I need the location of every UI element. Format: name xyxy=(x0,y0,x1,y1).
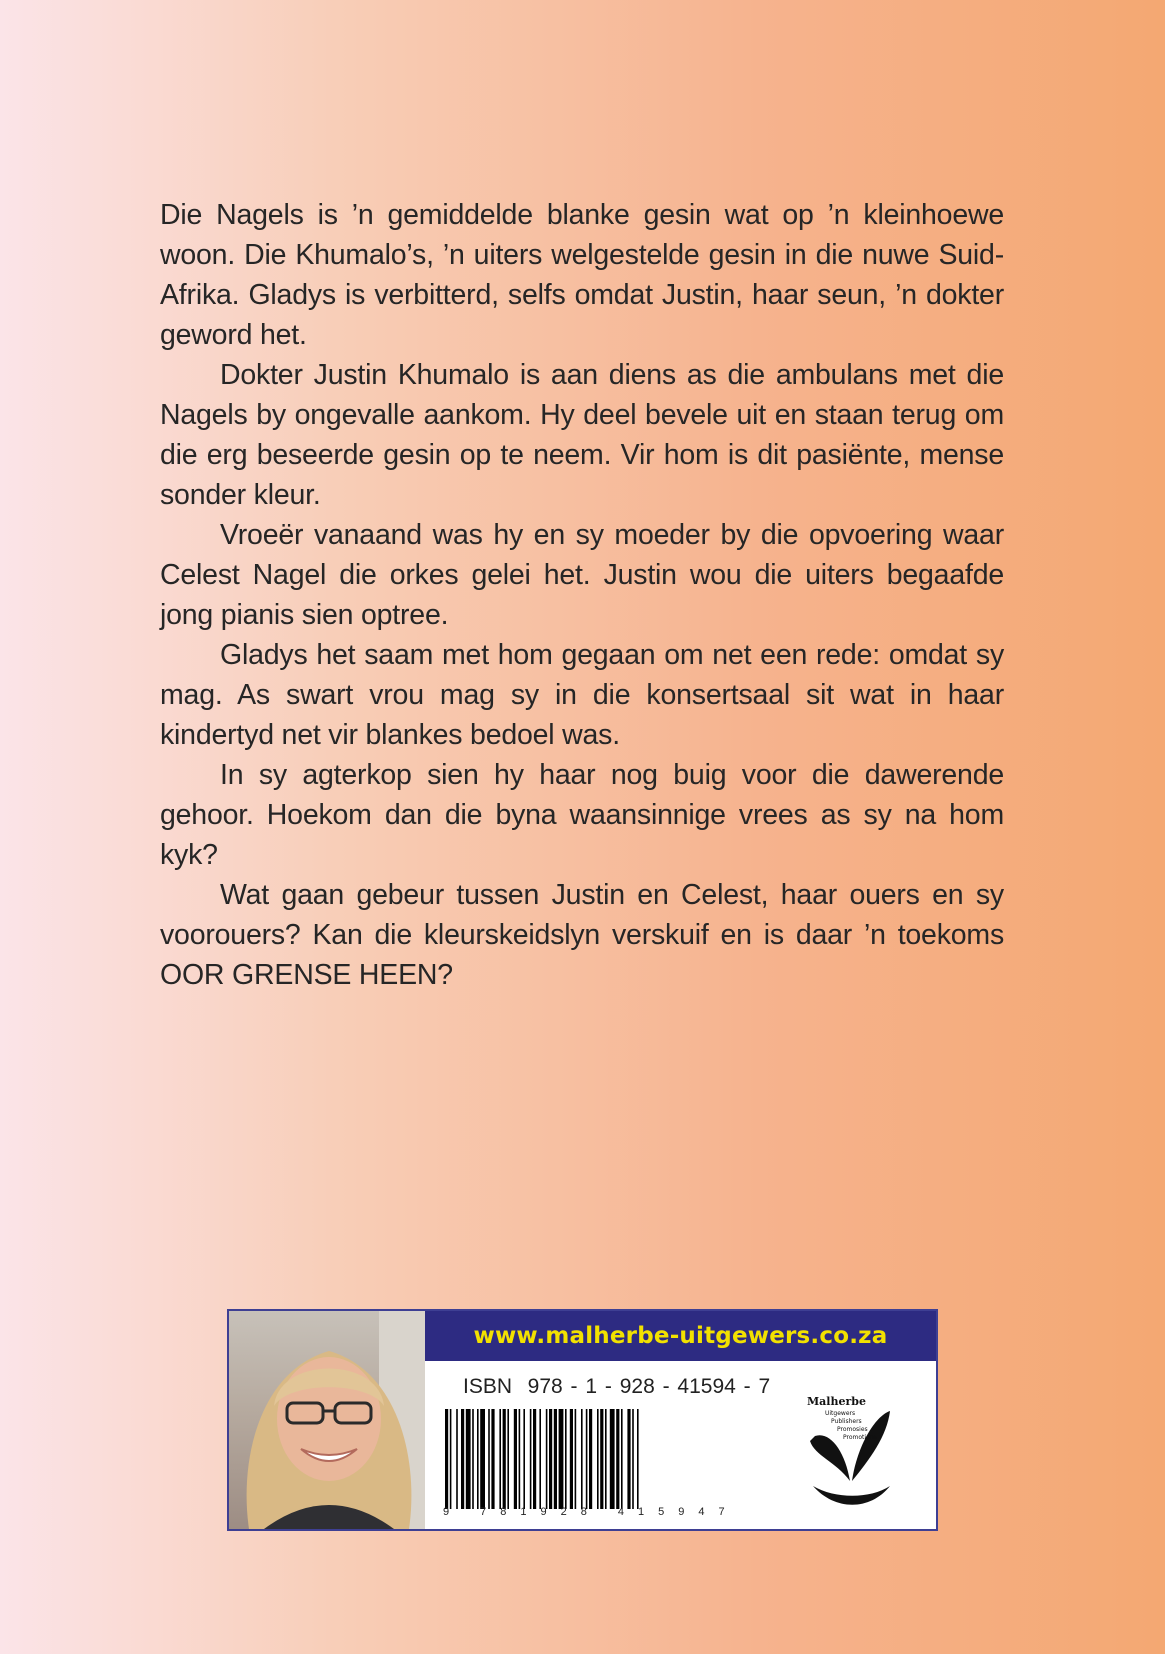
svg-text:Promosies: Promosies xyxy=(837,1426,868,1433)
svg-text:Promotions: Promotions xyxy=(843,1434,877,1441)
barcode-bar xyxy=(581,1409,583,1509)
author-portrait-illustration xyxy=(229,1311,425,1529)
barcode-bar xyxy=(597,1409,599,1509)
barcode-bar xyxy=(519,1409,521,1509)
barcode-bar xyxy=(507,1409,509,1509)
barcode-bar xyxy=(533,1409,536,1509)
barcode-bar xyxy=(488,1409,490,1509)
barcode-bar xyxy=(472,1409,474,1509)
logo-lettering: Malherbe xyxy=(807,1395,866,1408)
author-photo xyxy=(229,1311,425,1529)
barcode-bar xyxy=(637,1409,639,1509)
barcode-bar xyxy=(575,1409,577,1509)
barcode-bar xyxy=(461,1409,464,1509)
barcode-bar xyxy=(503,1409,506,1509)
barcode-bar xyxy=(570,1409,573,1509)
publisher-url[interactable]: www.malherbe-uitgewers.co.za xyxy=(473,1323,888,1349)
website-banner xyxy=(425,1311,936,1361)
barcode-bar xyxy=(627,1409,630,1509)
barcode-bar xyxy=(559,1409,564,1509)
barcode-bar xyxy=(616,1409,619,1509)
barcode-bar xyxy=(621,1409,623,1509)
barcode-digits: 9 781928 415947 xyxy=(443,1506,739,1518)
blurb-paragraph: Vroeër vanaand was hy en sy moeder by die opvoering waar Celest Nagel die orkes gelei het. Justin wou die uiters begaafde jong pianis sien optree. xyxy=(160,519,1004,631)
barcode-bar xyxy=(554,1409,557,1509)
barcode-bar xyxy=(549,1409,552,1509)
barcode-bar xyxy=(456,1409,458,1509)
barcode-bar xyxy=(514,1409,517,1509)
blurb-paragraph: Wat gaan gebeur tussen Justin en Celest, haar ouers en sy voorouers? Kan die kleurskeidslyn verskuif en is daar ’n toekoms OOR GRENSE HEEN? xyxy=(160,879,1004,991)
back-cover-blurb xyxy=(160,195,1004,995)
svg-text:Publishers: Publishers xyxy=(831,1418,862,1425)
blurb-paragraph: Gladys het saam met hom gegaan om net een rede: omdat sy mag. As swart vrou mag sy in die konsertsaal sit wat in haar kindertyd net vir blankes bedoel was. xyxy=(160,639,1004,751)
barcode-bar xyxy=(477,1409,479,1509)
barcode-bar xyxy=(610,1409,615,1509)
barcode-bar xyxy=(445,1409,448,1509)
barcode xyxy=(445,1409,749,1517)
blurb-paragraph: Die Nagels is ’n gemiddelde blanke gesin wat op ’n kleinhoewe woon. Die Khumalo’s, ’n uiters welgestelde gesin in die nuwe Suid-Afrika. Gladys is verbitterd, selfs omdat Justin, haar seun, ’n dokter geword het. xyxy=(160,199,1004,351)
barcode-bar xyxy=(450,1409,452,1509)
barcode-bar xyxy=(600,1409,603,1509)
barcode-bar xyxy=(499,1409,501,1509)
svg-text:Uitgewers: Uitgewers xyxy=(825,1410,856,1417)
barcode-bar xyxy=(546,1409,548,1509)
publisher-footer xyxy=(227,1309,938,1531)
barcode-bar xyxy=(605,1409,607,1509)
blurb-paragraph: In sy agterkop sien hy haar nog buig voor die dawerende gehoor. Hoekom dan die byna waansinnige vrees as sy na hom kyk? xyxy=(160,759,1004,871)
isbn-block xyxy=(425,1361,936,1529)
barcode-bar xyxy=(539,1409,541,1509)
barcode-bar xyxy=(586,1409,588,1509)
barcode-bar xyxy=(480,1409,485,1509)
barcode-bar xyxy=(632,1409,634,1509)
blurb-paragraph: Dokter Justin Khumalo is aan diens as die ambulans met die Nagels by ongevalle aankom. Hy deel bevele uit en staan terug om die erg beseerde gesin op te neem. Vir hom is dit pasiënte, mense sonder kleur. xyxy=(160,359,1004,511)
barcode-bar xyxy=(491,1409,494,1509)
barcode-bar xyxy=(523,1409,525,1509)
barcode-bar xyxy=(565,1409,567,1509)
barcode-bar xyxy=(589,1409,592,1509)
barcode-bar xyxy=(530,1409,532,1509)
isbn-number: ISBN 978 - 1 - 928 - 41594 - 7 xyxy=(463,1375,771,1398)
malherbe-logo xyxy=(795,1391,905,1511)
barcode-bar xyxy=(466,1409,471,1509)
